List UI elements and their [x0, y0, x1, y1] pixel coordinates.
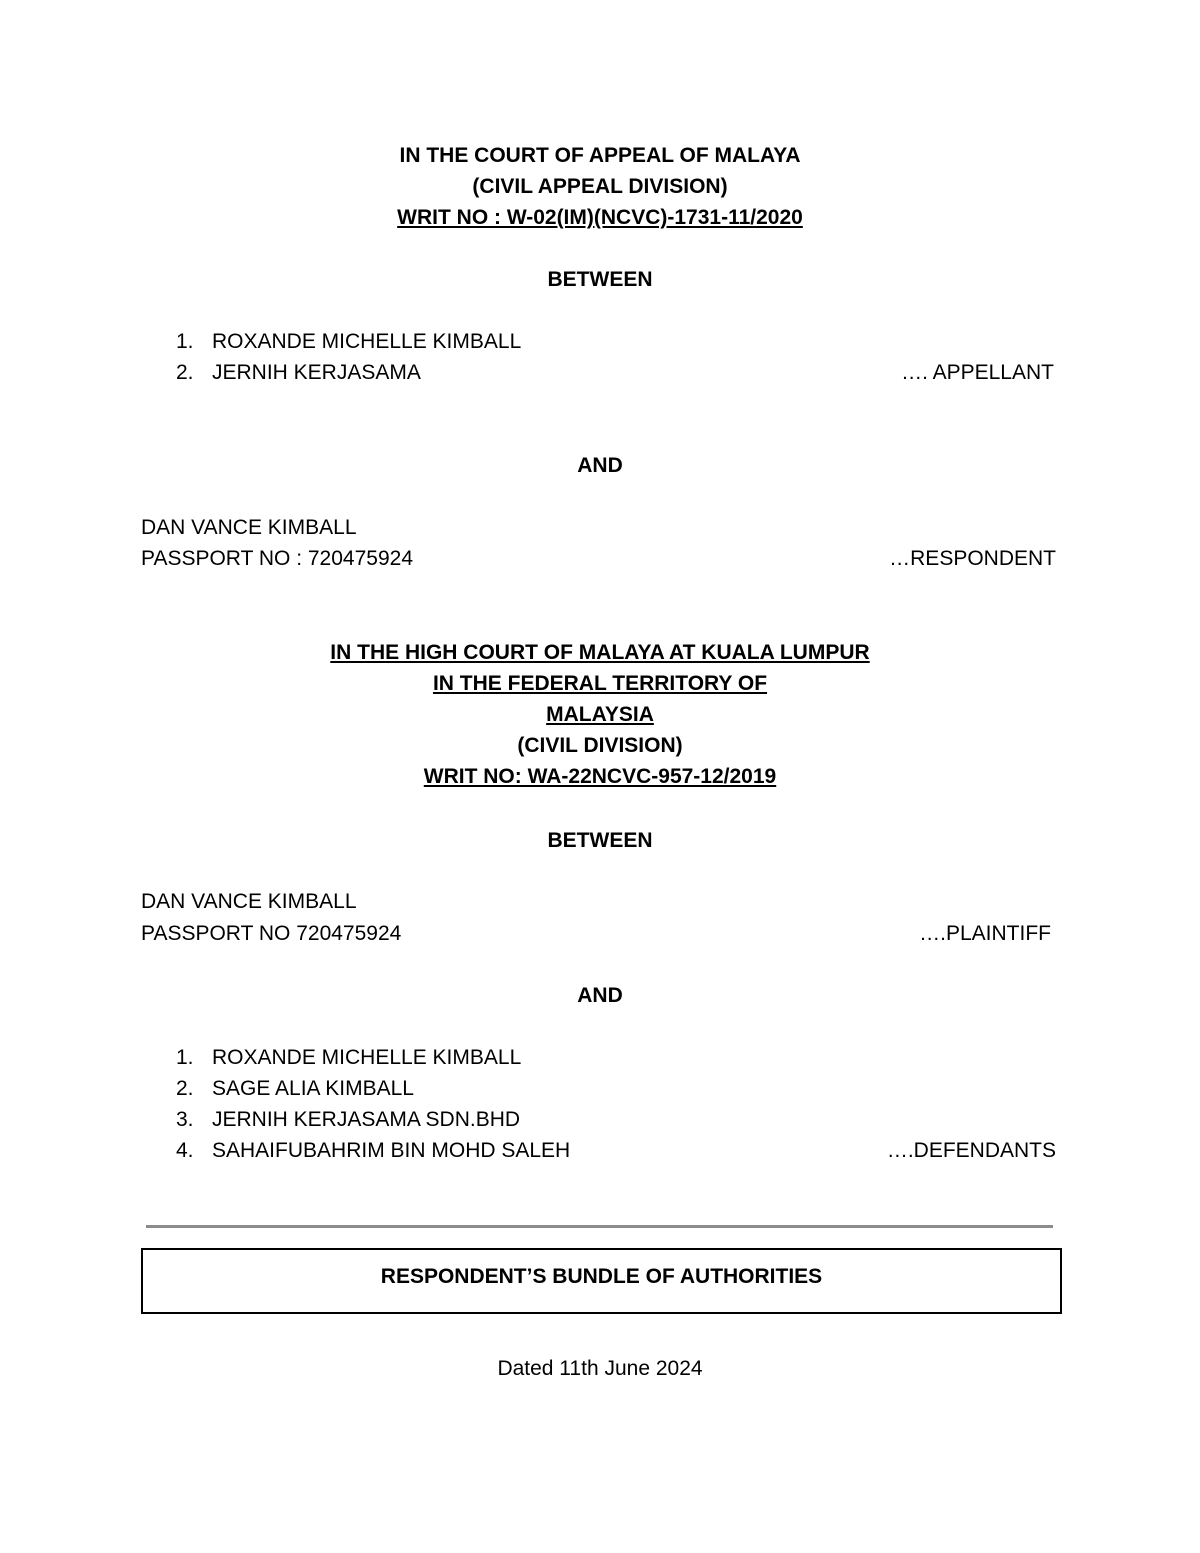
respondent-role: …RESPONDENT	[889, 547, 1056, 570]
high-court-between: BETWEEN	[547, 829, 653, 852]
high-court-title-line3-text: MALAYSIA	[546, 703, 654, 726]
high-court-title-line1-text: IN THE HIGH COURT OF MALAYA AT KUALA LUMPUR	[330, 641, 870, 664]
high-court-title-line2-text: IN THE FEDERAL TERRITORY OF	[432, 672, 768, 695]
dated-line: Dated 11th June 2024	[497, 1357, 703, 1380]
defendant-number: 4.	[176, 1139, 194, 1162]
high-court-title-line3	[0, 703, 1200, 727]
defendant-name: SAHAIFUBAHRIM BIN MOHD SALEH	[212, 1139, 571, 1162]
high-court-title-line2	[0, 672, 1200, 696]
defendant-number: 1.	[176, 1046, 194, 1069]
high-court-writ-number	[0, 765, 1200, 789]
appeal-writ-number	[0, 206, 1200, 230]
defendants-role: ….DEFENDANTS	[886, 1139, 1056, 1162]
section-divider	[146, 1225, 1053, 1228]
high-court-writ-text: WRIT NO: WA-22NCVC-957-12/2019	[423, 765, 777, 788]
defendant-number: 3.	[176, 1108, 194, 1131]
bundle-title: RESPONDENT’S BUNDLE OF AUTHORITIES	[380, 1265, 823, 1288]
respondent-name: DAN VANCE KIMBALL	[141, 516, 357, 539]
appellant-number: 1.	[176, 330, 194, 353]
plaintiff-passport: PASSPORT NO 720475924	[141, 922, 402, 945]
defendant-name: ROXANDE MICHELLE KIMBALL	[212, 1046, 522, 1069]
appellant-name: JERNIH KERJASAMA	[212, 361, 421, 384]
defendant-number: 2.	[176, 1077, 194, 1100]
appeal-writ-text: WRIT NO : W-02(IM)(NCVC)-1731-11/2020	[397, 206, 803, 229]
appeal-division: (CIVIL APPEAL DIVISION)	[472, 175, 728, 198]
appeal-and: AND	[577, 454, 623, 477]
high-court-and: AND	[577, 984, 623, 1007]
plaintiff-name: DAN VANCE KIMBALL	[141, 890, 357, 913]
high-court-division: (CIVIL DIVISION)	[517, 734, 683, 757]
bundle-title-box	[141, 1248, 1062, 1314]
appeal-between: BETWEEN	[547, 268, 653, 291]
high-court-title-line1	[0, 641, 1200, 665]
appeal-court-title: IN THE COURT OF APPEAL OF MALAYA	[399, 144, 801, 167]
defendant-name: JERNIH KERJASAMA SDN.BHD	[212, 1108, 521, 1131]
plaintiff-role: ….PLAINTIFF	[919, 922, 1051, 945]
appellant-name: ROXANDE MICHELLE KIMBALL	[212, 330, 522, 353]
defendant-name: SAGE ALIA KIMBALL	[212, 1077, 414, 1100]
respondent-passport: PASSPORT NO : 720475924	[141, 547, 413, 570]
appellant-role: …. APPELLANT	[901, 361, 1054, 384]
appellant-number: 2.	[176, 361, 194, 384]
